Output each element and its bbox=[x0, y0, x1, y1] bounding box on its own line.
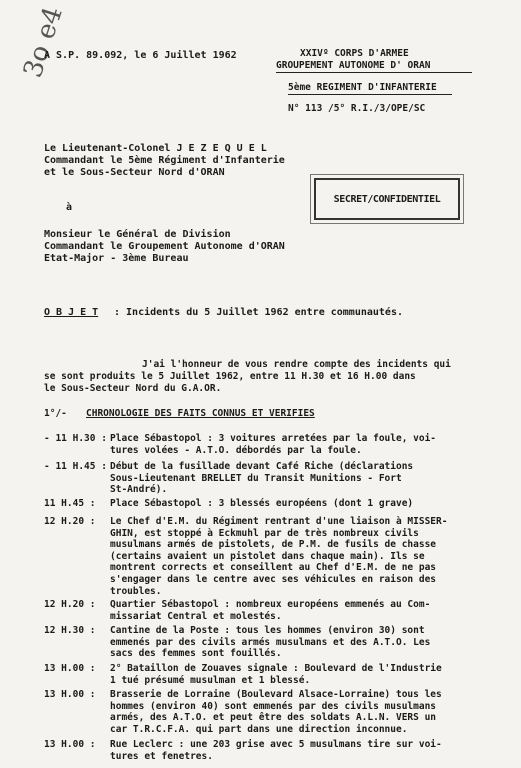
reference-date: A S.P. 89.092, le 6 Juillet 1962 bbox=[44, 50, 237, 61]
entry-time: 12 H.20 : bbox=[44, 599, 96, 610]
entry-text-line: Brasserie de Lorraine (Boulevard Alsace-Lorraine) tous les bbox=[110, 689, 442, 700]
intro-line-2: se sont produits le 5 Juillet 1962, entre 11 H.30 et 16 H.00 dans bbox=[44, 371, 416, 382]
entry-text-line: Rue Leclerc : une 203 grise avec 5 musulmans tire sur voi- bbox=[110, 739, 442, 750]
entry-text-line: Le Chef d'E.M. du Régiment rentrant d'une liaison à MISSER- bbox=[110, 516, 448, 527]
objet-label: O B J E T bbox=[44, 307, 99, 318]
entry-text-line: troubles. bbox=[110, 585, 162, 597]
entry-text-line: 1 tué présumé musulman et 1 blessé. bbox=[110, 674, 311, 686]
entry-time: - 11 H.30 : bbox=[44, 433, 107, 444]
entry-text-line: emmenés par des civils armés musulmans et des A.T.O. Les bbox=[110, 636, 431, 648]
entry-text-line: (certains avaient un pistolet dans chaque main). Ils se bbox=[110, 550, 425, 562]
sender-line-2: Commandant le 5ème Régiment d'Infanterie bbox=[44, 155, 285, 166]
entry-text-line: Cantine de la Poste : tous les hommes (environ 30) sont bbox=[110, 625, 425, 636]
entry-text-line: car T.R.C.F.A. qui part dans une direction inconnue. bbox=[110, 723, 408, 735]
recipient-line-2: Commandant le Groupement Autonome d'ORAN bbox=[44, 241, 285, 252]
entry-time: - 11 H.45 : bbox=[44, 461, 107, 472]
entry-time: 11 H.45 : bbox=[44, 498, 96, 509]
recipient-line-1: Monsieur le Général de Division bbox=[44, 229, 231, 240]
entry-text-line: sacs des femmes sont fouillés. bbox=[110, 648, 282, 660]
handwritten-margin-note: 3o e4 bbox=[18, 3, 69, 82]
entry-text-line: Sous-Lieutenant BRELLET du Transit Munitions - Fort bbox=[110, 472, 402, 484]
intro-line-3: le Sous-Secteur Nord du G.A.OR. bbox=[44, 383, 222, 394]
entry-time: 13 H.00 : bbox=[44, 663, 96, 674]
recipient-line-3: Etat-Major - 3ème Bureau bbox=[44, 253, 189, 264]
entry-time: 13 H.00 : bbox=[44, 689, 96, 700]
entry-text-line: s'engager dans le centre avec ses véhicules en raison des bbox=[110, 573, 437, 585]
entry-text-line: tures et fenetres. bbox=[110, 750, 213, 762]
entry-text-line: tures volées - A.T.O. débordés par la foule. bbox=[110, 444, 362, 456]
entry-time: 12 H.20 : bbox=[44, 516, 96, 527]
entry-text-line: 2° Bataillon de Zouaves signale : Boulevard de l'Industrie bbox=[110, 663, 442, 674]
sender-line-1: Le Lieutenant-Colonel J E Z E Q U E L bbox=[44, 143, 267, 154]
entry-text-line: Place Sébastopol : 3 voitures arretées par la foule, voi- bbox=[110, 433, 437, 444]
entry-text-line: montrent corrects et conseillent au Chef d'E.M. de ne pas bbox=[110, 562, 437, 574]
entry-text-line: Début de la fusillade devant Café Riche (déclarations bbox=[110, 461, 414, 472]
entry-text-line: missariat Central et molestés. bbox=[110, 610, 282, 622]
entry-time: 12 H.30 : bbox=[44, 625, 96, 636]
entry-text-line: armés, des A.T.O. et peut être des soldats A.L.N. VERS un bbox=[110, 712, 437, 724]
entry-text-line: Place Sébastopol : 3 blessés européens (dont 1 grave) bbox=[110, 498, 414, 509]
corps-heading: XXIVº CORPS D'ARMEE bbox=[300, 48, 409, 59]
classification-stamp: SECRET/CONFIDENTIEL bbox=[314, 178, 460, 220]
reference-number: N° 113 /5° R.I./3/OPE/SC bbox=[288, 103, 426, 114]
entry-text-line: GHIN, est stoppé à Eckmuhl par de très nombreux civils bbox=[110, 527, 419, 539]
intro-line-1: J'ai l'honneur de vous rendre compte des incidents qui bbox=[142, 359, 451, 370]
section-title: CHRONOLOGIE DES FAITS CONNUS ET VERIFIES bbox=[86, 408, 315, 419]
entry-text-line: hommes (environ 40) sont emmenés par des civils musulmans bbox=[110, 700, 437, 712]
regiment-heading: 5ème REGIMENT D'INFANTERIE bbox=[288, 82, 437, 93]
groupement-heading: GROUPEMENT AUTONOME D' ORAN bbox=[276, 60, 431, 71]
entry-time: 13 H.00 : bbox=[44, 739, 96, 750]
sender-line-3: et le Sous-Secteur Nord d'ORAN bbox=[44, 167, 225, 178]
header-rule-1 bbox=[276, 72, 472, 73]
entry-text-line: Quartier Sébastopol : nombreux européens emmenés au Com- bbox=[110, 599, 431, 610]
objet-text: : Incidents du 5 Juillet 1962 entre communautés. bbox=[114, 307, 403, 318]
header-rule-2 bbox=[288, 94, 452, 95]
entry-text-line: musulmans armés de pistolets, de P.M. de fusils de chasse bbox=[110, 539, 437, 551]
addressee-preposition: à bbox=[66, 202, 73, 213]
entry-text-line: St-André). bbox=[110, 484, 168, 496]
section-number: 1°/- bbox=[44, 408, 67, 419]
